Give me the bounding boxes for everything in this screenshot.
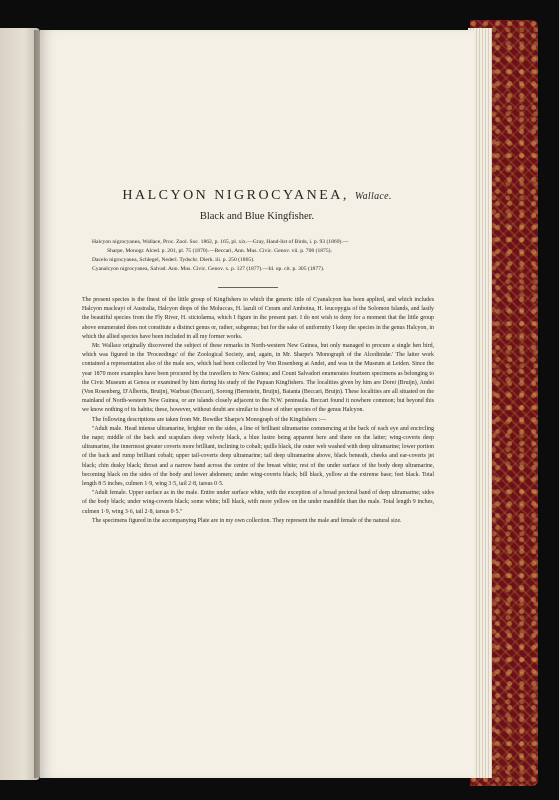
synonymy-line: Sharpe, Monogr. Alced. p. 201, pl. 75 (1870).—Beccari, Ann. Mus. Civic. Genov. vii. p. 708 (1875).: [107, 248, 332, 255]
book-page: [40, 30, 474, 778]
species-name: HALCYON NIGROCYANEA,: [122, 188, 349, 203]
synonymy-line: Dacelo nigrocyanea, Schlegel, Nederl. Tydschr. Dierk. iii. p. 250 (1865).: [92, 257, 255, 264]
synonymy-block: [92, 238, 428, 274]
body-paragraph: The following descriptions are taken from Mr. Bowdler Sharpe's Monograph of the Kingfishers :—: [92, 416, 327, 423]
body-text: [82, 296, 434, 526]
common-name: Black and Blue Kingfisher.: [199, 211, 315, 222]
body-paragraph: The present species is the finest of the little group of Kingfishers to which the generic title of Cyanalcyon has been applied, and which includes Halcyon macleayi of Australia, Halcyon diops of the Moluccas, H. lazuli of Ceram and Amboina, H. leucopygia of the Solomon Islands, and lastly the beautiful species from the Fly River, H. stictolæma, which I figure in the present part. I do not wish to deny for a moment that the little group above enumerated does not constitute a distinct genus or, rather, subgenus; but for the sake of uniformity I keep the species in the genus Halcyon, in which the allied species have been included in all my former works.: [82, 297, 434, 340]
species-author: Wallace.: [354, 191, 392, 202]
plate-title: [40, 188, 474, 204]
synonymy-line: Cyanalcyon nigrocyanea, Salvad. Ann. Mus. Civic. Genov. x. p. 127 (1877).—Id. op. cit. p. 305 (1877).: [92, 266, 325, 273]
synonymy-line: Halcyon nigrocyanea, Wallace, Proc. Zool. Soc. 1862, p. 165, pl. xix.—Gray, Hand-list of Birds, i. p. 93 (1869).—: [92, 239, 349, 245]
body-paragraph: Mr. Wallace originally discovered the subject of these remarks in North-western New Guinea, but only managed to procure a single hen bird, which was figured in the 'Proceedings' of the Zoological Society, and, again, in Mr. Sharpe's 'Monograph of the Alcedinidæ.' The latter work contained a representation also of the male sex, which had been collected by Von Rosenberg at Andei, and was in the Museum at Leiden. Since the year 1870 more examples have been procured by the travellers to New Guinea; and Count Salvadori enumerates fourteen specimens as belonging to the Civic Museum at Genoa or examined by him during his study of the Papuan Kingfishers. The localities given by him are Dorei (Bruijn), Andei (Von Rosenberg, D'Albertis, Bruijn), Warbusi (Beccari), Sorong (Bernstein, Bruijn), Batanta (Beccari, Bruijn). These localities are all situated on the mainland of North-western New Guinea, or are islands closely adjacent to the N.W. peninsula. Beccari found it nowhere common; but beyond this we know nothing of its habits; these, however, without doubt are similar to those of other species of the genus Halcyon.: [82, 343, 434, 414]
body-paragraph: The specimens figured in the accompanying Plate are in my own collection. They represent the male and female of the natural size.: [92, 517, 402, 524]
body-paragraph: "Adult female. Upper surface as in the male. Entire under surface white, with the exception of a broad pectoral band of deep ultramarine; sides of the body black; under wing-coverts black; some white; bill black, with more yellow on the under mandible than the male. Total length 9 inches, culmen 1·9, wing 3·6, tail 2·8, tarsus 0·5.": [82, 490, 434, 515]
section-divider: [218, 287, 278, 288]
body-paragraph: "Adult male. Head intense ultramarine, brighter on the sides, a line of brilliant ultramarine commencing at the back of each eye and encircling the nape; middle of the back and scapulars deep velvety black, a blue lustre being apparent here and there on the latter; wing-coverts deep ultramarine, the innermost greater coverts more brilliant, inclining to cobalt; quills black, the outer web washed with deep ultramarine; lower portion of the back and rump brilliant cobalt; upper tail-coverts deep ultramarine; tail deep ultramarine above, black beneath, cheeks and ear-coverts jet black; chin dusky black; throat and a narrow band across the centre of the breast white; rest of the under surface of the body deep ultramarine, becoming black on the sides of the body and lower abdomen; under wing-coverts black; bill black, yellow at the extreme base; feet black. Total length 8·5 inches, culmen 1·9, wing 3·5, tail 2·8, tarsus 0·5.: [82, 425, 434, 488]
